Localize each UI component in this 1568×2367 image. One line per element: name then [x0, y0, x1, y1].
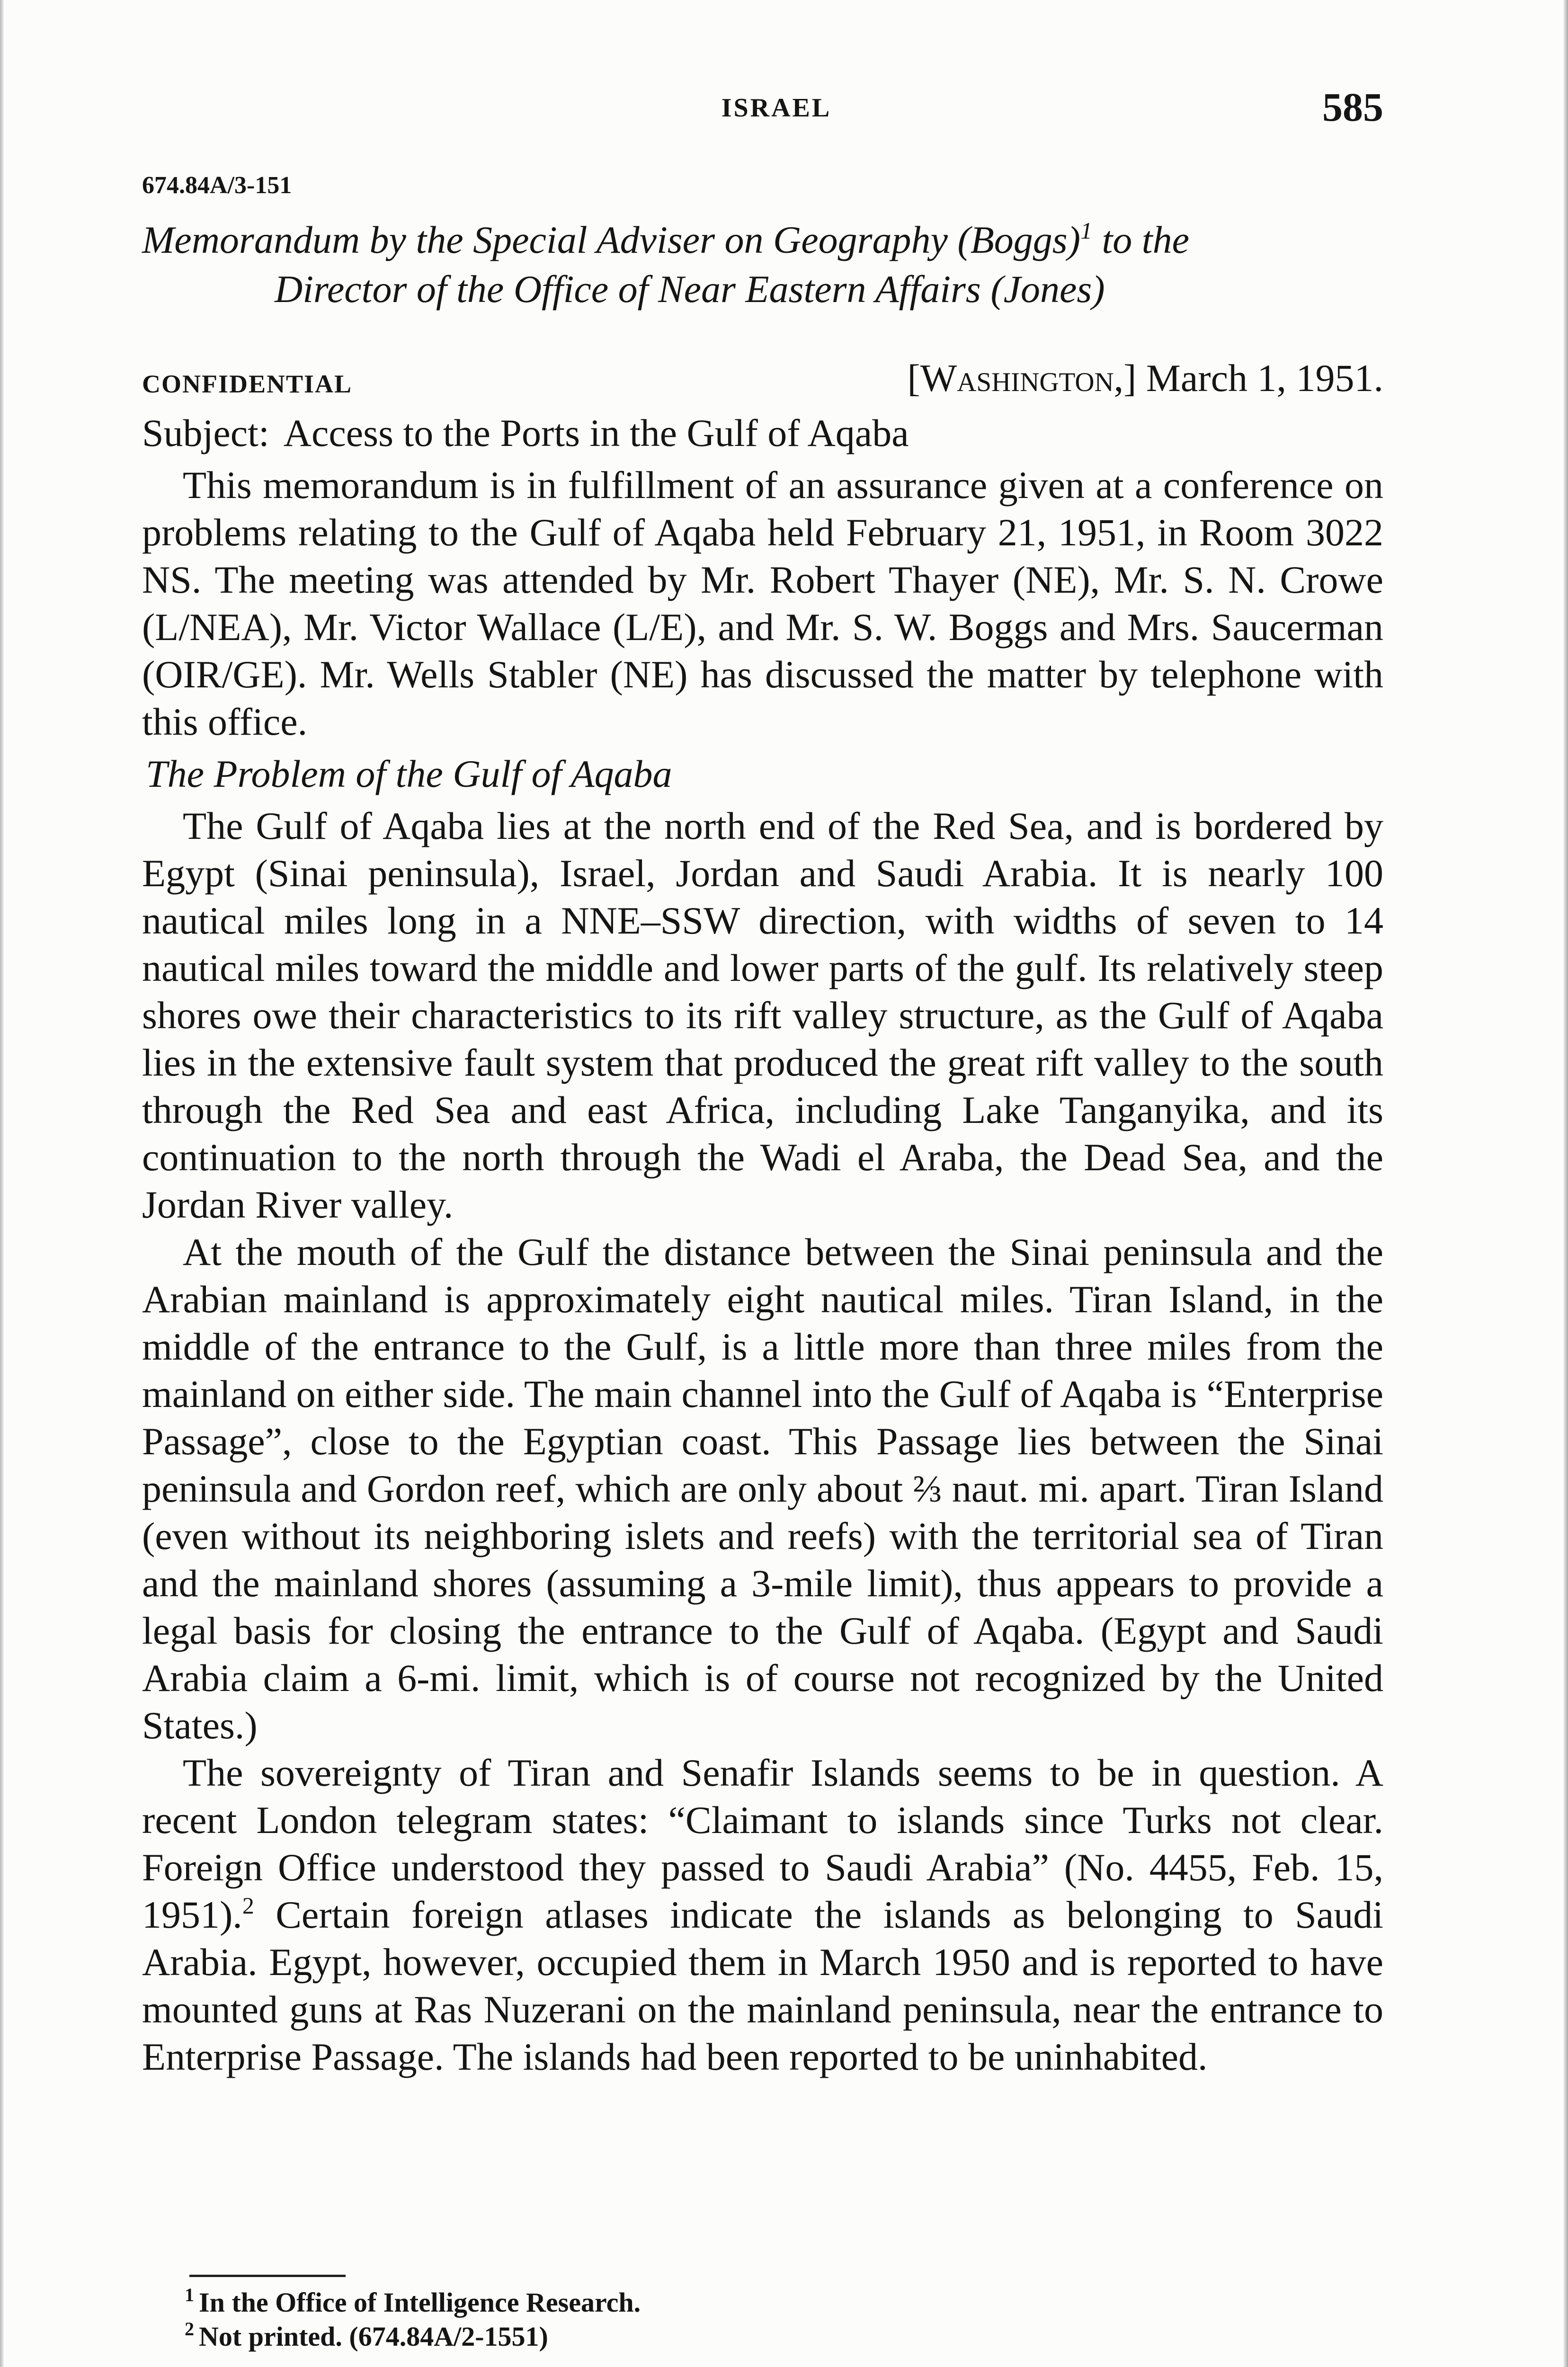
footnotes — [185, 2286, 641, 2354]
scan-edge-right — [1563, 0, 1568, 2367]
footnote-marker-2: 2 — [242, 1892, 254, 1919]
section-heading: The Problem of the Gulf of Aqaba — [146, 752, 672, 795]
footnote-rule — [189, 2275, 346, 2277]
document-title — [142, 215, 1382, 314]
subject-line — [142, 411, 909, 455]
title-line-2: Director of the Office of Near Eastern Affairs (Jones) — [275, 267, 1105, 311]
scan-edge-left — [0, 0, 4, 2367]
footnote-1-text: In the Office of Intelligence Research. — [199, 2287, 641, 2318]
paragraph-4-part-b: Certain foreign atlases indicate the islands as belonging to Saudi Arabia. Egypt, however, occupied them in March 1950 and is reported to have mounted guns at Ras Nuzerani on the mainland peninsula, near the entrance to Enterprise Passage. The islands had been reported to be uninhabited. — [142, 1893, 1383, 2078]
footnote-2 — [185, 2320, 641, 2354]
paragraph-2: The Gulf of Aqaba lies at the north end of the Red Sea, and is bordered by Egypt (Sinai peninsula), Israel, Jordan and Saudi Arabia. It is nearly 100 nautical miles long in a NNE–SSW direction, with widths of seven to 14 nautical miles toward the middle and lower parts of the gulf. Its relatively steep shores owe their characteristics to its rift valley structure, as the Gulf of Aqaba lies in the extensive fault system that produced the great rift valley to the south through the Red Sea and east Africa, including Lake Tanganyika, and its continuation to the north through the Wadi el Araba, the Dead Sea, and the Jordan River valley. — [142, 804, 1383, 1226]
footnote-2-text: Not printed. (674.84A/2-1551) — [199, 2321, 548, 2352]
page-number: 585 — [1322, 84, 1383, 130]
paragraph-3: At the mouth of the Gulf the distance between the Sinai peninsula and the Arabian mainland is approximately eight nautical miles. Tiran Island, in the middle of the entrance to the Gulf, is a little more than three miles from the mainland on either side. The main channel into the Gulf of Aqaba is “Enterprise Passage”, close to the Egyptian coast. This Passage lies between the Sinai peninsula and Gordon reef, which are only about ⅔ naut. mi. apart. Tiran Island (even without its neighboring islets and reefs) with the territorial sea of Tiran and the mainland shores (assuming a 3-mile limit), thus appears to provide a legal basis for closing the entrance to the Gulf of Aqaba. (Egypt and Saudi Arabia claim a 6-mi. limit, which is of course not recognized by the United States.) — [142, 1230, 1383, 1747]
subject-text: Access to the Ports in the Gulf of Aqaba — [283, 411, 909, 454]
title-line-1-end: to the — [1092, 218, 1189, 261]
paragraph-1: This memorandum is in fulfillment of an assurance given at a conference on problems relating to the Gulf of Aqaba held February 21, 1951, in Room 3022 NS. The meeting was attended by Mr. Robert Thayer (NE), Mr. S. N. Crowe (L/NEA), Mr. Victor Wallace (L/E), and Mr. S. W. Boggs and Mrs. Saucerman (OIR/GE). Mr. Wells Stabler (NE) has discussed the matter by telephone with this office. — [142, 463, 1383, 743]
dateline-close: ,] — [1114, 356, 1137, 400]
paragraph-4 — [142, 1749, 1383, 2081]
footnote-marker-1: 1 — [1080, 217, 1093, 244]
paragraph-4-part-a: The sovereignty of Tiran and Senafir Islands seems to be in question. A recent London telegram states: “Claimant to islands since Turks not clear. Foreign Office understood they passed to Saudi Arabia” (No. 4455, Feb. 15, 1951). — [142, 1751, 1383, 1936]
dateline — [908, 356, 1384, 400]
classification-label: CONFIDENTIAL — [142, 370, 353, 398]
title-line-1: Memorandum by the Special Adviser on Geography (Boggs) — [142, 218, 1081, 261]
subject-label: Subject: — [142, 411, 269, 454]
dateline-place: Washington — [920, 356, 1114, 400]
memo-body — [142, 462, 1383, 2081]
dateline-open: [ — [907, 356, 920, 400]
document-reference: 674.84A/3-151 — [142, 172, 292, 199]
footnote-2-mark: 2 — [185, 2318, 194, 2340]
footnote-1-mark: 1 — [185, 2284, 194, 2305]
running-head: ISRAEL — [721, 93, 832, 123]
footnote-1 — [185, 2286, 641, 2320]
dateline-date: March 1, 1951. — [1136, 356, 1383, 400]
